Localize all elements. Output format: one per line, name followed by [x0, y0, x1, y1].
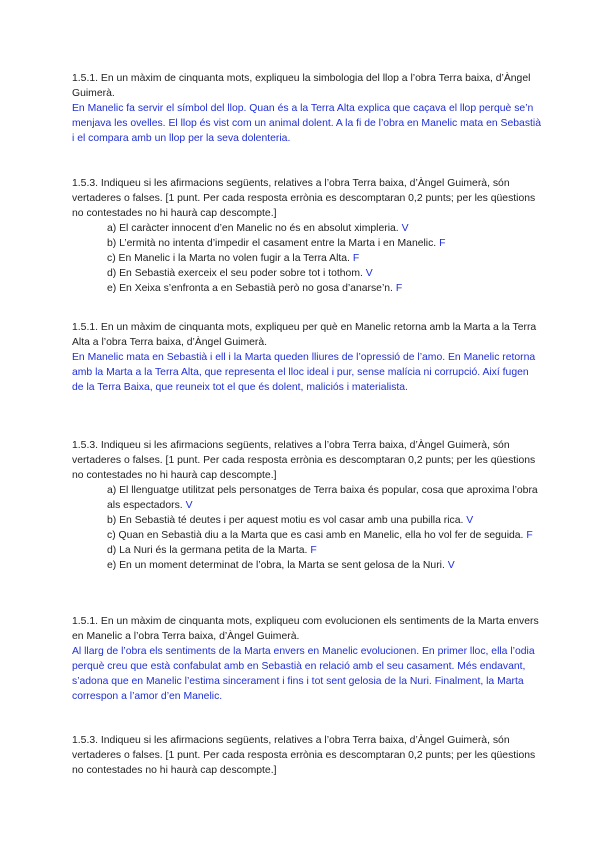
- option-item: c) En Manelic i la Marta no volen fugir a la Terra Alta. F: [107, 253, 360, 264]
- answer-mark: F: [310, 545, 317, 556]
- option-list: [72, 221, 542, 296]
- question-text: 1.5.1. En un màxim de cinquanta mots, expliqueu per què en Manelic retorna amb la Marta a la Terra Alta a l’obra Terra baixa, d’Àngel Guimerà.: [72, 322, 537, 348]
- question-text: 1.5.3. Indiqueu si les afirmacions següents, relatives a l’obra Terra baixa, d’Àngel Guimerà, són vertaderes o falses. [1 punt. Per cada resposta errònia es descomptaran 0,2 punts; per les qüestions no contestades no hi haurà cap descompte.]: [72, 735, 536, 776]
- answer-mark: V: [401, 223, 409, 234]
- section-1: [72, 71, 542, 146]
- answer-mark: F: [526, 530, 533, 541]
- question-text: 1.5.1. En un màxim de cinquanta mots, expliqueu com evolucionen els sentiments de la Marta envers en Manelic a l’obra Terra baixa, d’Àngel Guimerà.: [72, 616, 539, 642]
- answer-text: En Manelic mata en Sebastià i ell i la Marta queden lliures de l’opressió de l’amo. En Manelic retorna amb la Marta a la Terra Alta, que representa el lloc ideal i pur, sense malícia ni corrupció. Així fugen de la Terra Baixa, que reuneix tot el que és dolent, maliciós i materialista.: [72, 352, 536, 393]
- section-3: [72, 320, 542, 395]
- question-text: 1.5.3. Indiqueu si les afirmacions següents, relatives a l’obra Terra baixa, d’Àngel Guimerà, són vertaderes o falses. [1 punt. Per cada resposta errònia es descomptaran 0,2 punts; per les qüestions no contestades no hi haurà cap descompte.]: [72, 178, 536, 219]
- option-item: e) En Xeixa s’enfronta a en Sebastià però no gosa d’anarse’n. F: [107, 283, 403, 294]
- answer-mark: F: [439, 238, 446, 249]
- answer-mark: V: [447, 560, 455, 571]
- answer-mark: V: [466, 515, 474, 526]
- answer-text: Al llarg de l’obra els sentiments de la Marta envers en Manelic evolucionen. En primer lloc, ella l’odia perquè creu que està confabulat amb en Sebastià en relació amb el seu casament. Més endavant, s’adona que en Manelic l’estima sincerament i fins i tot sent gelosia de la Nuri. Finalment, la Marta correspon a l’amor d’en Manelic.: [72, 646, 535, 702]
- section-6: [72, 733, 542, 778]
- option-item: a) El caràcter innocent d’en Manelic no és en absolut ximpleria. V: [107, 223, 409, 234]
- section-2: [72, 176, 542, 296]
- option-item: d) En Sebastià exerceix el seu poder sobre tot i tothom. V: [107, 268, 373, 279]
- question-text: 1.5.1. En un màxim de cinquanta mots, expliqueu la simbologia del llop a l’obra Terra baixa, d’Àngel Guimerà.: [72, 73, 531, 99]
- answer-mark: F: [352, 253, 360, 264]
- option-item: a) El llenguatge utilitzat pels personatges de Terra baixa és popular, cosa que aproxima l’obra als espectadors. V: [107, 485, 538, 511]
- section-5: [72, 614, 542, 704]
- answer-text: En Manelic fa servir el símbol del llop. Quan és a la Terra Alta explica que caçava el llop perquè se’n menjava les ovelles. El llop és vist com un animal dolent. A la fi de l’obra en Manelic mata en Sebastià i el compara amb un llop per la seva dolenteria.: [72, 103, 541, 144]
- question-text: 1.5.3. Indiqueu si les afirmacions següents, relatives a l’obra Terra baixa, d’Àngel Guimerà, són vertaderes o falses. [1 punt. Per cada resposta errònia es descomptaran 0,2 punts; per les qüestions no contestades no hi haurà cap descompte.]: [72, 440, 536, 481]
- option-item: e) En un moment determinat de l’obra, la Marta se sent gelosa de la Nuri. V: [107, 560, 455, 571]
- answer-mark: V: [365, 268, 373, 279]
- answer-mark: F: [395, 283, 403, 294]
- option-item: c) Quan en Sebastià diu a la Marta que es casi amb en Manelic, ella ho vol fer de seguida. F: [107, 530, 533, 541]
- option-item: d) La Nuri és la germana petita de la Marta. F: [107, 545, 317, 556]
- answer-mark: V: [185, 500, 193, 511]
- option-item: b) L’ermità no intenta d’impedir el casament entre la Marta i en Manelic. F: [107, 238, 446, 249]
- option-item: b) En Sebastià té deutes i per aquest motiu es vol casar amb una pubilla rica. V: [107, 515, 474, 526]
- section-4: [72, 438, 542, 573]
- option-list: [72, 483, 542, 573]
